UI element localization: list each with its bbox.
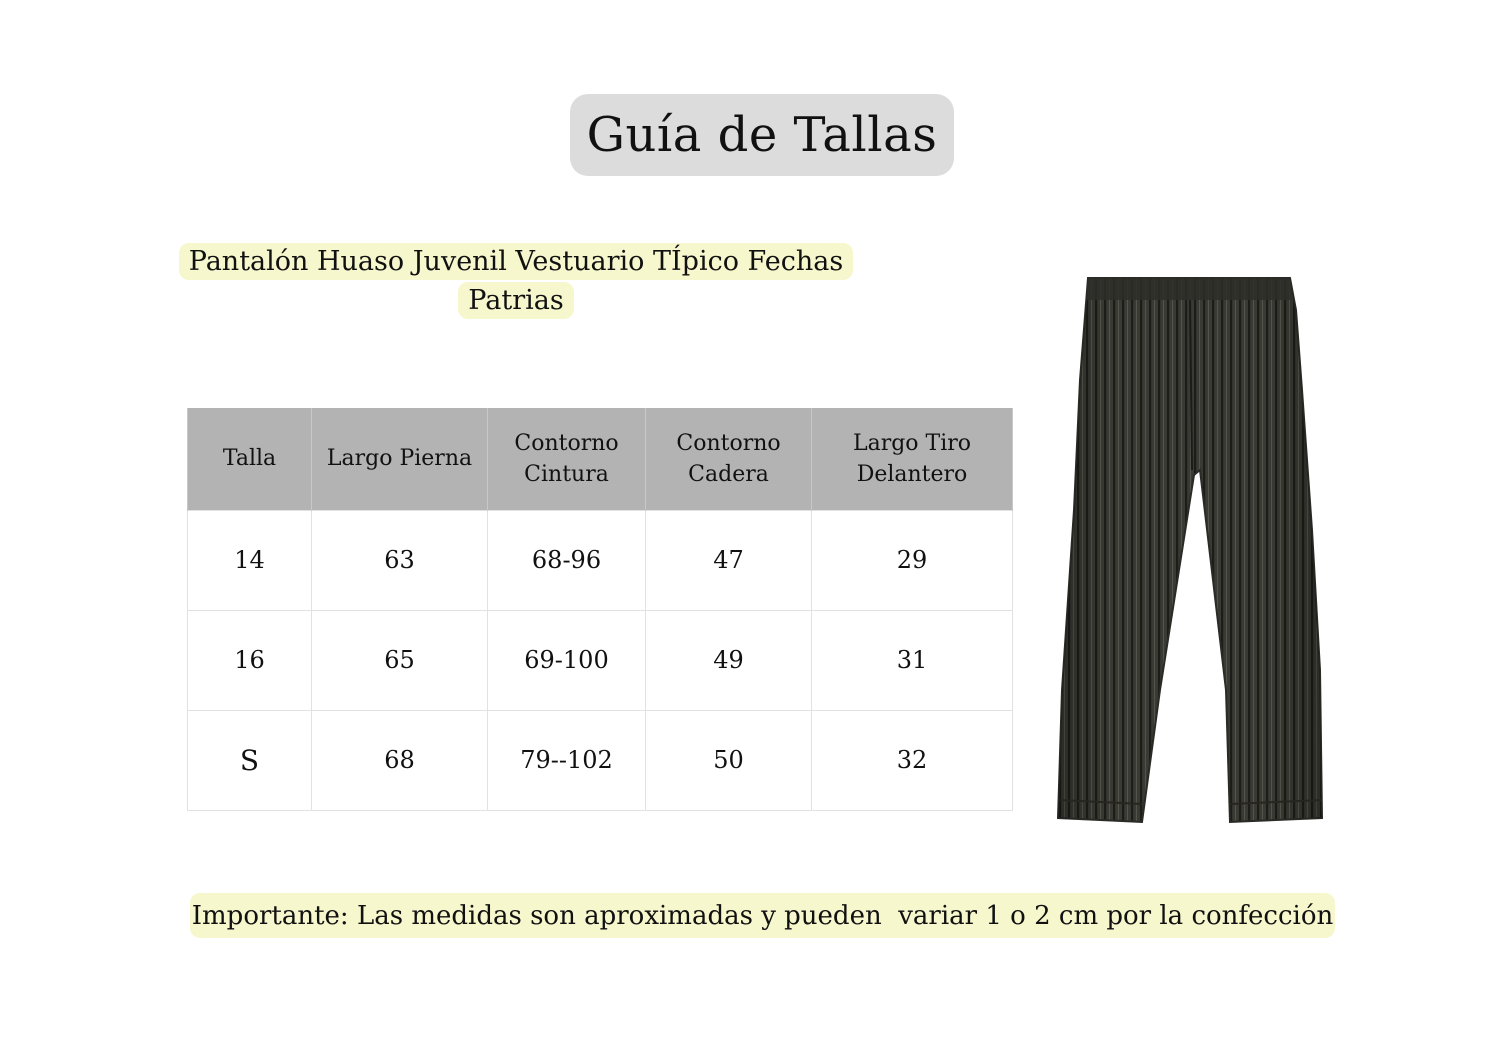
table-cell: 14: [188, 510, 312, 610]
header-contorno-cintura: Contorno Cintura: [488, 408, 646, 510]
table-row: [188, 710, 1013, 810]
trousers-image: [1050, 270, 1330, 830]
table-cell: 49: [646, 610, 812, 710]
table-cell: 31: [812, 610, 1013, 710]
product-subtitle-text: Pantalón Huaso Juvenil Vestuario TÍpico Fechas Patrias: [179, 243, 854, 319]
header-contorno-cadera: Contorno Cadera: [646, 408, 812, 510]
product-subtitle: [160, 242, 872, 320]
table-cell: 65: [312, 610, 488, 710]
table-cell: 63: [312, 510, 488, 610]
header-largo-pierna: Largo Pierna: [312, 408, 488, 510]
header-largo-tiro-delantero: Largo Tiro Delantero: [812, 408, 1013, 510]
table-cell: 47: [646, 510, 812, 610]
table-cell: 79--102: [488, 710, 646, 810]
table-row: [188, 510, 1013, 610]
trousers-waistband: [1086, 278, 1292, 300]
table-cell: 29: [812, 510, 1013, 610]
table-cell: 68: [312, 710, 488, 810]
table-cell: S: [188, 710, 312, 810]
table-cell: 69-100: [488, 610, 646, 710]
size-table: [187, 408, 1013, 811]
header-talla: Talla: [188, 408, 312, 510]
table-cell: 16: [188, 610, 312, 710]
table-row: [188, 610, 1013, 710]
important-note: Importante: Las medidas son aproximadas y pueden variar 1 o 2 cm por la confección: [190, 893, 1335, 938]
page-title: Guía de Tallas: [570, 94, 954, 176]
table-cell: 50: [646, 710, 812, 810]
table-header-row: [188, 408, 1013, 510]
table-cell: 32: [812, 710, 1013, 810]
table-cell: 68-96: [488, 510, 646, 610]
